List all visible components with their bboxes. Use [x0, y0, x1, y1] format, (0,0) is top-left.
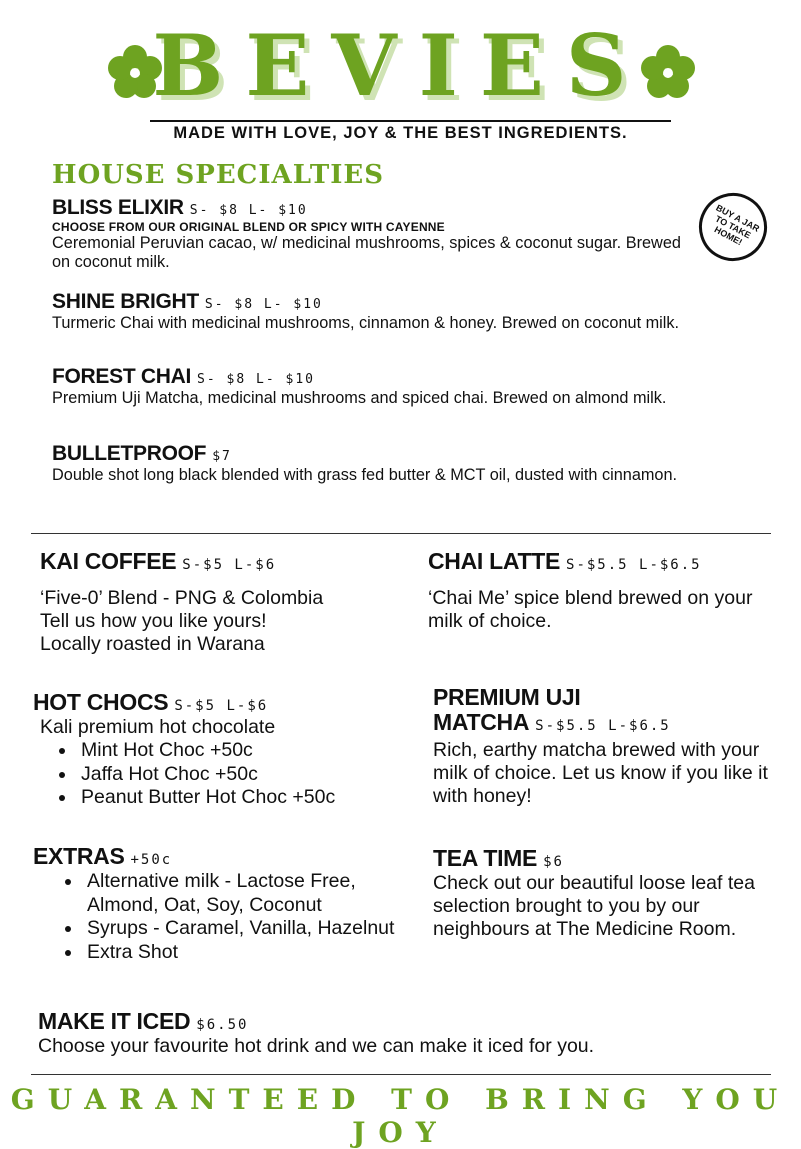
- menu-item-premium-uji-matcha: [433, 685, 778, 808]
- item-name: PREMIUM UJI: [433, 684, 581, 710]
- item-name: BULLETPROOF: [52, 442, 207, 465]
- item-name: BLISS ELIXIR: [52, 196, 184, 219]
- menu-item-extras: [33, 843, 423, 964]
- item-subtitle: CHOOSE FROM OUR ORIGINAL BLEND OR SPICY WITH CAYENNE: [52, 220, 445, 234]
- item-name: MAKE IT ICED: [38, 1008, 191, 1034]
- item-name: KAI COFFEE: [40, 548, 177, 574]
- list-item: • Peanut Butter Hot Choc +50c: [77, 786, 413, 810]
- item-description: Double shot long black blended with grass fed butter & MCT oil, dusted with cinnamon.: [52, 466, 678, 484]
- list-item: • Mint Hot Choc +50c: [77, 739, 413, 763]
- item-price: S-$5.5 L-$6.5: [535, 718, 671, 734]
- item-intro: Kali premium hot chocolate: [40, 716, 276, 738]
- item-description: Premium Uji Matcha, medicinal mushrooms and spiced chai. Brewed on almond milk.: [52, 389, 667, 407]
- list-item: • Extra Shot: [83, 941, 423, 965]
- item-price: $7: [212, 449, 232, 464]
- buy-a-jar-badge: BUY A JAR TO TAKE HOME!: [687, 181, 779, 273]
- item-price: S- $8 L- $10: [197, 372, 315, 387]
- menu-item-hot-chocs: [33, 689, 413, 810]
- list-item: • Syrups - Caramel, Vanilla, Hazelnut: [83, 917, 423, 941]
- list-item: • Jaffa Hot Choc +50c: [77, 763, 413, 787]
- item-line: ‘Five-0’ Blend - PNG & Colombia: [40, 587, 324, 609]
- menu-item-shine-bright: [52, 290, 712, 333]
- menu-item-kai-coffee: [40, 548, 410, 656]
- menu-item-make-it-iced: [38, 1008, 778, 1058]
- item-description: Check out our beautiful loose leaf tea selection brought to you by our neighbours at The Medicine Room.: [433, 872, 755, 940]
- item-name: EXTRAS: [33, 843, 125, 869]
- brand-logo: BEVIES: [152, 16, 649, 115]
- divider: [31, 1074, 771, 1075]
- item-description: Rich, earthy matcha brewed with your milk of choice. Let us know if you like it with honey!: [433, 739, 768, 807]
- tagline: MADE WITH LOVE, JOY & THE BEST INGREDIENTS.: [173, 124, 628, 142]
- item-name: FOREST CHAI: [52, 365, 192, 388]
- menu-item-forest-chai: [52, 365, 712, 408]
- item-name: MATCHA: [433, 709, 530, 735]
- list-item: • Alternative milk - Lactose Free, Almond, Oat, Soy, Coconut: [83, 870, 423, 917]
- item-name: HOT CHOCS: [33, 689, 169, 715]
- menu-item-bliss-elixir: [52, 196, 702, 272]
- logo-underline: [150, 120, 671, 122]
- item-price: $6: [543, 854, 564, 870]
- item-price: +50c: [130, 852, 173, 868]
- item-price: $6.50: [196, 1017, 249, 1033]
- item-description: ‘Chai Me’ spice blend brewed on your milk of choice.: [428, 587, 753, 632]
- item-price: S-$5.5 L-$6.5: [566, 557, 702, 573]
- footer-slogan: GUARANTEED TO BRING YOU JOY: [10, 1083, 791, 1149]
- divider: [31, 533, 771, 534]
- menu-item-tea-time: [433, 845, 768, 941]
- item-name: TEA TIME: [433, 845, 538, 871]
- menu-item-chai-latte: [428, 548, 778, 633]
- item-line: Tell us how you like yours!: [40, 610, 267, 632]
- item-price: S- $8 L- $10: [189, 203, 308, 218]
- item-name: SHINE BRIGHT: [52, 290, 199, 313]
- item-description: Turmeric Chai with medicinal mushrooms, cinnamon & honey. Brewed on coconut milk.: [52, 314, 680, 332]
- item-price: S-$5 L-$6: [174, 698, 269, 714]
- item-price: S-$5 L-$6: [182, 557, 277, 573]
- item-description: Ceremonial Peruvian cacao, w/ medicinal mushrooms, spices & coconut sugar. Brewed on coconut milk.: [52, 234, 681, 271]
- item-description: Choose your favourite hot drink and we can make it iced for you.: [38, 1035, 595, 1057]
- section-title-house-specialties: HOUSE SPECIALTIES: [52, 160, 384, 190]
- item-line: Locally roasted in Warana: [40, 633, 265, 655]
- item-price: S- $8 L- $10: [204, 297, 323, 312]
- menu-item-bulletproof: [52, 442, 692, 485]
- item-name: CHAI LATTE: [428, 548, 561, 574]
